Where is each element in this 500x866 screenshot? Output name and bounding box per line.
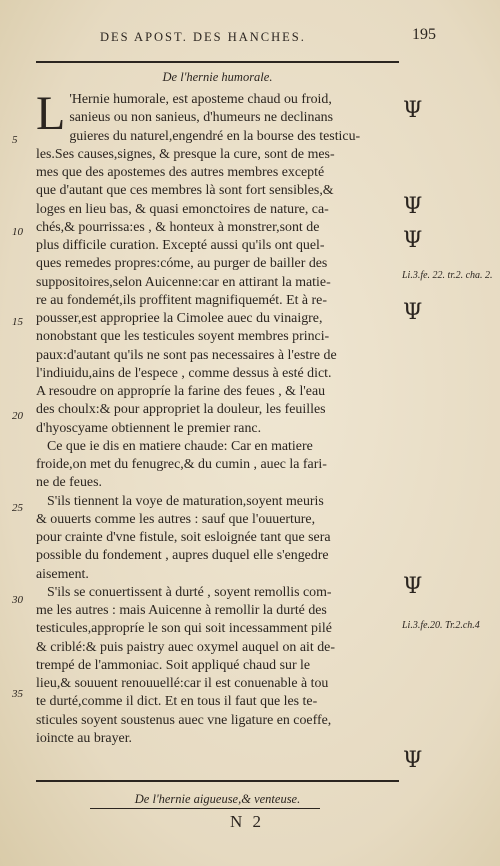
line-number: 35 bbox=[12, 688, 23, 700]
text-line: mes que des apostemes des autres membres excepté bbox=[36, 165, 325, 180]
text-line: l'indiuidu,ains de l'espece , comme dessus à esté dict. bbox=[36, 365, 332, 381]
footer-rule bbox=[36, 780, 399, 782]
trident-icon: Ψ bbox=[403, 300, 423, 325]
line-number: 15 bbox=[12, 316, 23, 328]
next-section-title: De l'hernie aigueuse,& venteuse. bbox=[134, 792, 301, 806]
text-line: pousser,est appropriee la Cimolee auec du vinaigre, bbox=[36, 311, 323, 326]
trident-icon: Ψ bbox=[403, 194, 423, 219]
section-title: De l'hernie humorale. bbox=[162, 70, 273, 84]
text-line: me les autres : mais Auicenne à remollir la durté des bbox=[36, 603, 327, 618]
text-line: d'hyoscyame obtiennent le premier ranc. bbox=[36, 420, 262, 436]
line-number: 20 bbox=[12, 410, 23, 422]
text-line: & ouuerts comme les autres : sauf que l'ouuerture, bbox=[36, 511, 316, 527]
text-line: que d'autant que ces membres là sont fort sensibles,& bbox=[36, 183, 334, 199]
signature-mark: N 2 bbox=[230, 812, 265, 831]
text-line: testicules,appropríe le son qui soit incessamment pilé bbox=[36, 621, 332, 637]
text-line: loges en lieu bas, & quasi emonctoires de nature, ca- bbox=[36, 201, 329, 217]
text-line: S'ils tiennent la voye de maturation,soyent meuris bbox=[47, 493, 324, 509]
text-line: froide,on met du fenugrec,& du cumin , auec la fari- bbox=[36, 457, 327, 472]
text-line: pour crainte d'vne fistule, soit esloignée tant que sera bbox=[36, 530, 331, 545]
drop-cap: L bbox=[36, 87, 66, 140]
trident-icon: Ψ bbox=[403, 98, 423, 123]
text-line: 'Hernie humorale, est aposteme chaud ou froid, bbox=[69, 92, 332, 107]
text-line: suppositoires,selon Auicenne:car en attirant la matie- bbox=[36, 274, 331, 290]
text-line: te durté,comme il dict. Et en tous il faut que les te- bbox=[36, 694, 318, 710]
page-number: 195 bbox=[412, 26, 436, 43]
trident-icon: Ψ bbox=[403, 574, 423, 599]
text-line: & criblé:& puis paistry auec oxymel auquel on ait de- bbox=[36, 639, 335, 655]
line-number: 10 bbox=[12, 226, 23, 238]
text-line: guieres du naturel,engendré en la bourse des testicu- bbox=[69, 128, 361, 144]
line-number: 5 bbox=[12, 134, 18, 146]
margin-reference: Li.3.fe.20. Tr.2.ch.4 bbox=[402, 620, 480, 631]
next-title-underline bbox=[90, 808, 320, 809]
text-line: re au fondemét,ils proffitent magnifiquemét. Et à re- bbox=[36, 292, 327, 308]
trident-icon: Ψ bbox=[403, 228, 423, 253]
text-line: lieu,& souuent renouuellé:car il est conuenable à tou bbox=[36, 676, 329, 691]
text-line: A resoudre on appropríe la farine des feues , & l'eau bbox=[36, 384, 326, 399]
text-line: possible du fondement , aupres duquel elle s'engedre bbox=[36, 548, 329, 564]
text-line: sanieus ou non sanieus, d'humeurs ne declinans bbox=[69, 110, 333, 126]
body-text bbox=[36, 87, 401, 748]
text-line: paux:d'autant qu'ils ne sont pas necessaires à l'estre de bbox=[36, 347, 337, 363]
text-line: nonobstant que les testicules soyent membres princi- bbox=[36, 329, 330, 345]
text-line: ne de feues. bbox=[36, 475, 102, 491]
text-line: Ce que ie dis en matiere chaude: Car en matiere bbox=[47, 438, 313, 454]
text-line: les.Ses causes,signes, & presque la cure, sont de mes- bbox=[36, 146, 335, 162]
line-number: 25 bbox=[12, 502, 23, 514]
text-line: aisement. bbox=[36, 566, 89, 582]
text-line: plus difficile curation. Excepté aussi qu'ils ont quel- bbox=[36, 238, 325, 253]
header-rule bbox=[36, 61, 399, 63]
margin-reference: Li.3.fe. 22. tr.2. cha. 2. bbox=[402, 270, 493, 281]
text-line: sticules soyent soustenus auec vne ligature en coeffe, bbox=[36, 712, 332, 728]
trident-icon: Ψ bbox=[403, 748, 423, 773]
text-line: des choulx:& pour appropriet la douleur, les feuilles bbox=[36, 402, 326, 418]
text-line: chés,& pourrissa:es , & honteux à monstrer,sont de bbox=[36, 219, 320, 235]
line-number: 30 bbox=[12, 594, 23, 606]
text-line: ques remedes propres:cóme, au purger de bailler des bbox=[36, 256, 328, 272]
running-title: DES APOST. DES HANCHES. bbox=[100, 30, 306, 44]
text-line: S'ils se conuertissent à durté , soyent remollis com- bbox=[47, 584, 332, 600]
text-line: ioincte au brayer. bbox=[36, 730, 133, 746]
text-line: trempé de l'ammoniac. Soit appliqué chaud sur le bbox=[36, 657, 311, 673]
